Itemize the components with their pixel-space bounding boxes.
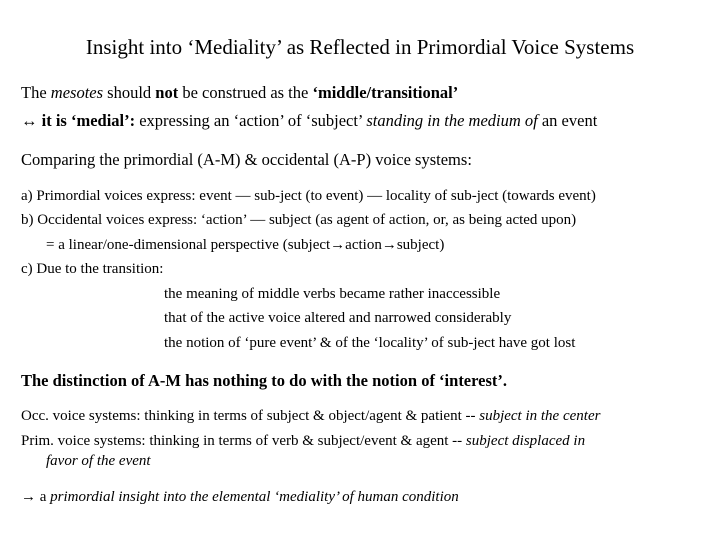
list-item-b: b) Occidental voices express: ‘action’ — subject (as agent of action, or, as being acted upon) <box>21 212 577 228</box>
list-item-c-sub: the notion of ‘pure event’ & of the ‘locality’ of sub-ject have got lost <box>164 335 576 351</box>
intro-medial: ↔ it is ‘medial’: <box>21 111 136 130</box>
occidental-emphasis: subject in the center <box>479 408 601 424</box>
occidental-text: Occ. voice systems: thinking in terms of subject & object/agent & patient -- <box>21 408 480 424</box>
list-item-c-sub: the meaning of middle verbs became rather inaccessible <box>164 286 501 302</box>
intro-text: The <box>21 83 51 102</box>
list-item-c: c) Due to the transition: <box>21 261 164 277</box>
intro-text: an event <box>537 111 598 130</box>
primordial-emphasis: subject displaced in <box>465 433 586 449</box>
slide-title: Insight into ‘Mediality’ as Reflected in Primordial Voice Systems <box>85 35 635 59</box>
intro-line-1 <box>21 83 458 103</box>
primordial-line <box>21 433 585 450</box>
conclusion-text: primordial insight into the elemental ‘mediality’ of human condition <box>50 489 459 505</box>
conclusion-line <box>21 489 459 506</box>
list-item-c-sub: that of the active voice altered and narrowed considerably <box>164 310 512 326</box>
primordial-text: Prim. voice systems: thinking in terms of verb & subject/event & agent -- <box>21 433 466 449</box>
conclusion-arrow: → a <box>21 489 51 505</box>
comparing-heading: Comparing the primordial (A-M) & occidental (A-P) voice systems: <box>21 150 472 169</box>
intro-text: be construed as the <box>178 83 313 102</box>
intro-middle-transitional: ‘middle/transitional’ <box>312 83 459 102</box>
intro-standing-in-medium: standing in the medium of <box>366 111 538 130</box>
intro-text: expressing an ‘action’ of ‘subject’ <box>135 111 367 130</box>
intro-mesotes: mesotes <box>50 83 104 102</box>
distinction-statement: The distinction of A-M has nothing to do with the notion of ‘interest’. <box>21 371 508 390</box>
intro-not: not <box>155 83 179 102</box>
occidental-line <box>21 408 600 425</box>
list-item-a: a) Primordial voices express: event — sub-ject (to event) — locality of sub-ject (towards event) <box>21 188 596 204</box>
intro-line-2 <box>21 111 597 131</box>
intro-text: should <box>103 83 156 102</box>
list-item-b-continuation: = a linear/one-dimensional perspective (subject→action→subject) <box>46 237 445 253</box>
primordial-continuation: favor of the event <box>46 453 151 469</box>
